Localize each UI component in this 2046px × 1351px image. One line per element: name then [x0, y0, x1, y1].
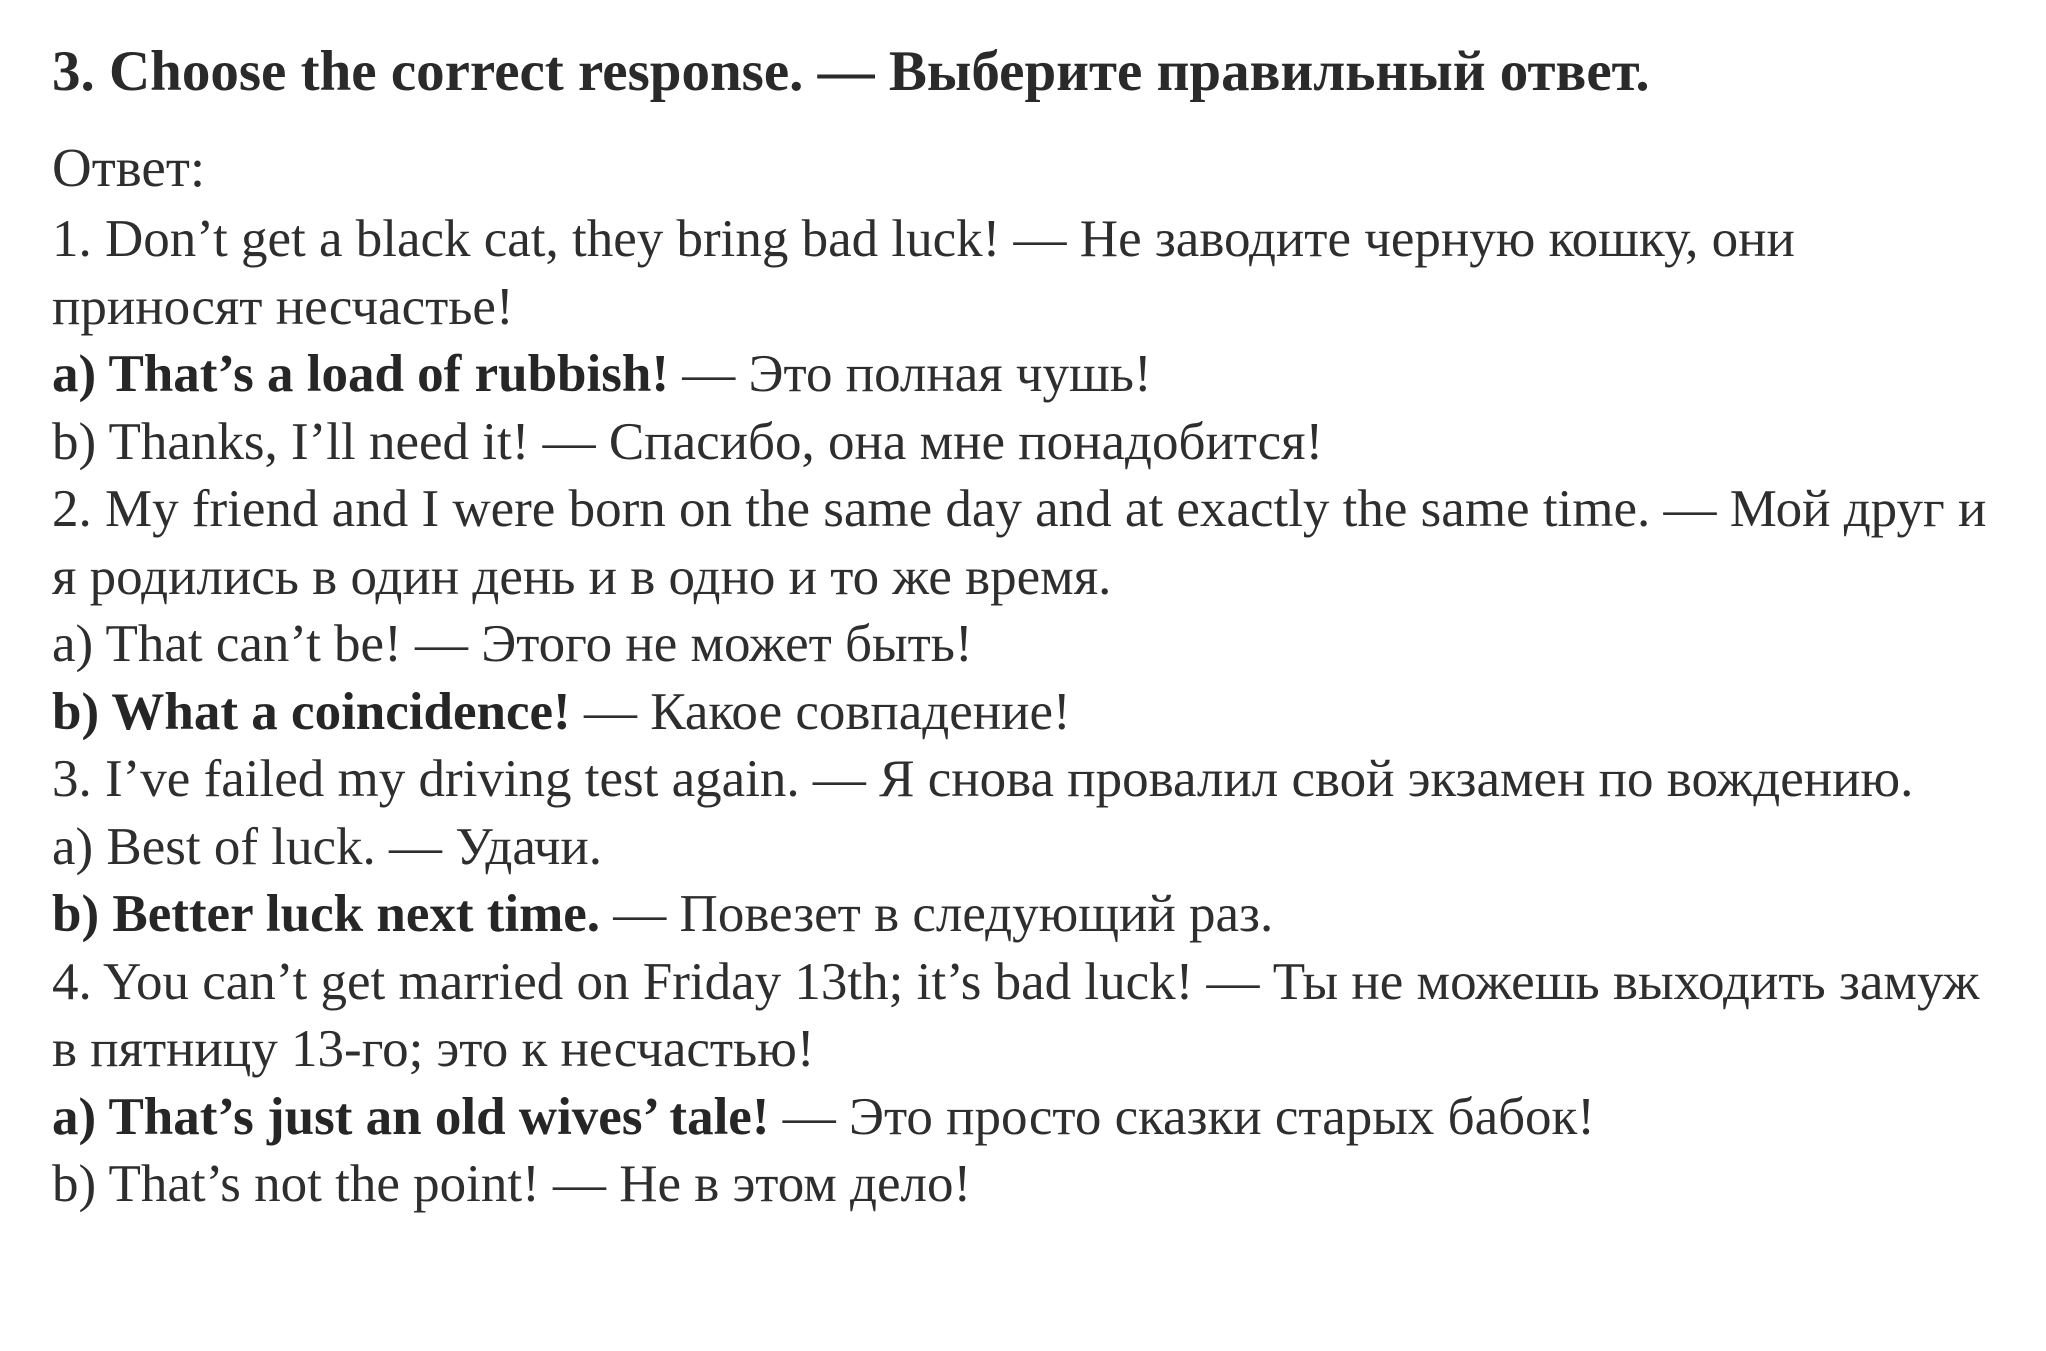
question-block-2 [52, 476, 2012, 746]
exercise-heading: 3. Choose the correct response. — Выберите правильный ответ. [52, 40, 1650, 103]
option-plain-text: a) Best of luck. — Удачи. [52, 817, 603, 876]
question-2-option-a [52, 611, 2012, 679]
question-2-text: 2. My friend and I were born on the same day and at exactly the same time. — Мой друг и я родились в один день и в одно и то же время. [52, 480, 1987, 606]
question-block-4 [52, 949, 2012, 1219]
question-4-option-b [52, 1151, 2012, 1219]
option-plain-text: — Повезет в следующий раз. [600, 885, 1274, 943]
option-plain-text: — Какое совпадение! [570, 682, 1071, 741]
option-plain-text: b) That’s not the point! — Не в этом дело! [52, 1155, 972, 1213]
question-4-option-a [52, 1084, 2012, 1152]
option-bold-text: b) Better luck next time. [52, 885, 601, 943]
option-plain-text: b) Thanks, I’ll need it! — Спасибо, она мне понадобится! [52, 412, 1324, 471]
question-1-text: 1. Don’t get a black cat, they bring bad luck! — Не заводите черную кошку, они приносят несчастье! [52, 210, 1795, 336]
option-plain-text: a) That can’t be! — Этого не может быть! [52, 615, 973, 673]
document-page [52, 38, 2012, 1219]
question-2-option-b [52, 679, 2012, 747]
question-1-option-a [52, 341, 2012, 409]
option-plain-text: — Это просто сказки старых бабок! [769, 1087, 1595, 1146]
option-bold-text: b) What a coincidence! [52, 682, 571, 741]
answer-label: Ответ: [52, 137, 206, 198]
question-3-option-b [52, 881, 2012, 949]
question-3-option-a [52, 814, 2012, 882]
question-block-3 [52, 746, 2012, 949]
option-bold-text: a) That’s a load of rubbish! [52, 345, 670, 403]
question-1-option-b [52, 409, 2012, 477]
question-block-1 [52, 206, 2012, 476]
option-bold-text: a) That’s just an old wives’ tale! [52, 1087, 770, 1146]
question-3-text: 3. I’ve failed my driving test again. — Я снова провалил свой экзамен по вождению. [52, 750, 1914, 808]
question-4-text: 4. You can’t get married on Friday 13th; it’s bad luck! — Ты не можешь выходить замуж в пятницу 13-го; это к несчастью! [52, 952, 1980, 1078]
option-plain-text: — Это полная чушь! [669, 345, 1152, 403]
